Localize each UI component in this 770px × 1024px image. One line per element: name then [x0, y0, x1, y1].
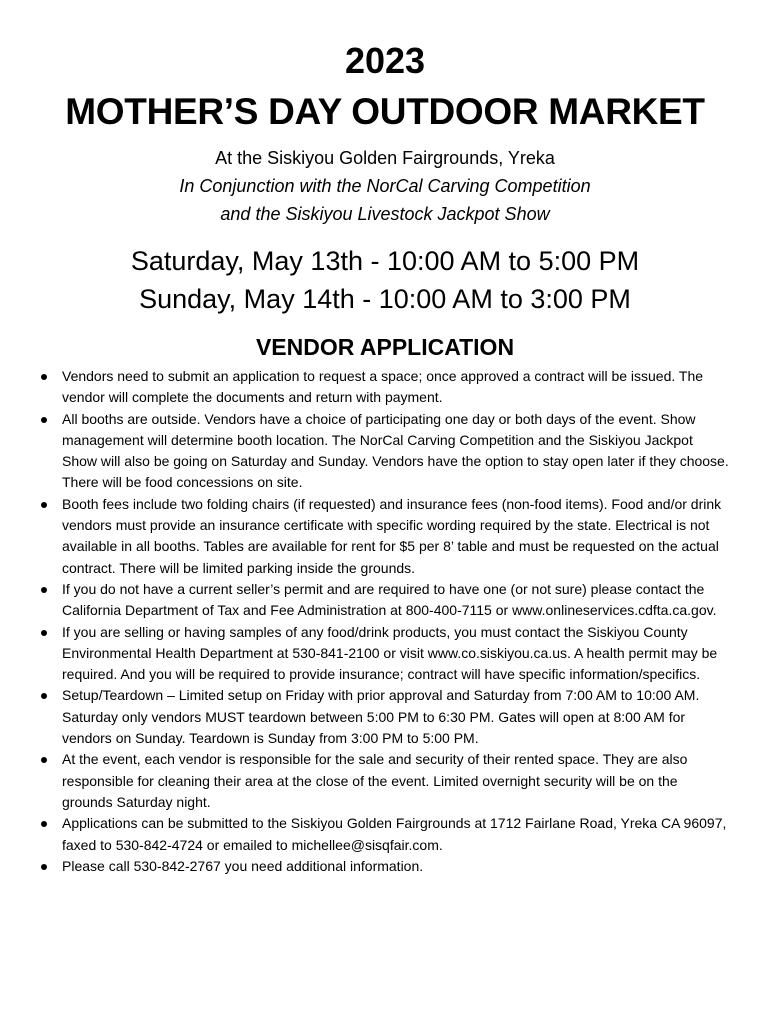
conjunction-line-1: In Conjunction with the NorCal Carving Competition	[179, 176, 591, 196]
list-item	[40, 622, 730, 686]
list-item-text: Please call 530-842-2767 you need additional information.	[62, 857, 424, 874]
event-location: At the Siskiyou Golden Fairgrounds, Yreka	[215, 148, 555, 168]
event-dates	[40, 242, 730, 318]
list-item	[40, 409, 730, 494]
bullet-icon	[41, 587, 47, 593]
list-item-text: Setup/Teardown – Limited setup on Friday with prior approval and Saturday from 7:00 AM to 10:00 AM. Saturday only vendors MUST teardown between 5:00 PM to 6:30 PM. Gates will open at 8:00 AM for vendors on Sunday. Teardown is Sunday from 3:00 PM to 5:00 PM.	[62, 687, 700, 747]
vendor-application-heading: VENDOR APPLICATION	[255, 334, 515, 360]
list-item-text: If you do not have a current seller’s permit and are required to have one (or not sure) please contact the California Department of Tax and Fee Administration at 800-400-7115 or www.onlineservices.cdfta.ca.gov.	[62, 580, 717, 619]
bullet-icon	[41, 374, 47, 380]
saturday-hours: Saturday, May 13th - 10:00 AM to 5:00 PM	[130, 246, 640, 276]
conjunction-line-2: and the Siskiyou Livestock Jackpot Show	[220, 204, 550, 224]
bullet-icon	[41, 417, 47, 423]
list-item-text: All booths are outside. Vendors have a choice of participating one day or both days of the event. Show management will determine booth location. The NorCal Carving Competition and the Siskiyou Jackpot Show will also be going on Saturday and Sunday. Vendors have the option to stay open later if they choose. There will be food concessions on site.	[62, 410, 729, 491]
list-item	[40, 749, 730, 813]
bullet-icon	[41, 630, 47, 636]
list-item-text: If you are selling or having samples of any food/drink products, you must contact the Siskiyou County Environmental Health Department at 530-841-2100 or visit www.co.siskiyou.ca.us. A health permit may be required. And you will be required to provide insurance; contract will have specific information/specifics.	[62, 623, 718, 683]
list-item	[40, 579, 730, 622]
list-item-text: At the event, each vendor is responsible for the sale and security of their rented space. They are also responsible for cleaning their area at the close of the event. Limited overnight security will be on the grounds Saturday night.	[62, 751, 688, 810]
event-year: 2023	[344, 40, 426, 81]
bullet-icon	[41, 821, 47, 827]
bullet-icon	[41, 693, 47, 699]
list-item-text: Applications can be submitted to the Siskiyou Golden Fairgrounds at 1712 Fairlane Road, Yreka CA 96097, faxed to 530-842-4724 or emailed to michellee@sisqfair.com.	[62, 815, 727, 853]
list-item	[40, 366, 730, 409]
bullet-icon	[41, 757, 47, 763]
list-item-text: Booth fees include two folding chairs (if requested) and insurance fees (non-food items). Food and/or drink vendors must provide an insurance certificate with specific wording required by the state. Electrical is not available in all booths. Tables are available for rent for $5 per 8’ table and must be requested on the actual contract. There will be limited parking inside the grounds.	[62, 495, 722, 576]
list-item	[40, 494, 730, 579]
list-item	[40, 685, 730, 749]
list-item	[40, 856, 730, 877]
bullet-icon	[41, 864, 47, 870]
vendor-info-list	[40, 366, 730, 877]
list-item	[40, 813, 730, 856]
sunday-hours: Sunday, May 14th - 10:00 AM to 3:00 PM	[139, 284, 631, 314]
event-title: MOTHER’S DAY OUTDOOR MARKET	[65, 91, 705, 132]
bullet-icon	[41, 502, 47, 508]
list-item-text: Vendors need to submit an application to request a space; once approved a contract will be issued. The vendor will complete the documents and return with payment.	[62, 368, 704, 406]
